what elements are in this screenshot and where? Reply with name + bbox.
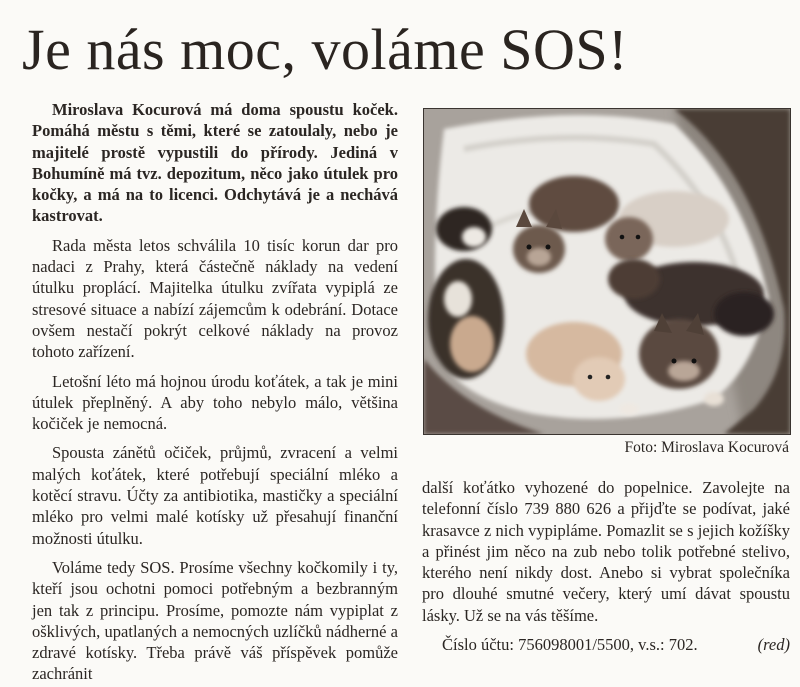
body-paragraph: Letošní léto má hojnou úrodu koťátek, a tak je mini útulek přeplněný. A aby toho nebylo málo, většina kočiček je nemocná. [32, 371, 398, 434]
body-paragraph: Spousta zánětů očiček, průjmů, zvracení a velmi malých koťátek, které potřebují speciální mléko a kotěcí stravu. Účty za antibiotika, mastičky a speciální mléko pro velmi malé kotísky už přesahují finanční možnosti útulku. [32, 443, 398, 548]
body-paragraph-continued: další koťátko vyhozené do popelnice. Zavolejte na telefonní číslo 739 880 626 a přijďte se podívat, jaké krasavce z nich vypipláme. Pomazlit se s jejich kožíšky a přinést jim něco na zub nebo tolik potřebné stelivo, kterého není nikdy dost. Anebo si vybrat společníka pro dlouhé smutné večery, který umí dávat spoustu lásky. Už se na vás těšíme. [422, 478, 790, 625]
account-line [422, 634, 790, 655]
photo-caption: Foto: Miroslava Kocurová [624, 439, 789, 456]
article-left-column [32, 99, 398, 685]
body-paragraph: Rada města letos schválila 10 tisíc korun dar pro nadaci z Prahy, která částečně náklady na vedení útulku proplácí. Majitelka útulku zvířata vypiplá ze stresové situace a nabízí zájemcům k odebrání. Dotace ovšem nestačí pokrýt celkové náklady na provoz tohoto zařízení. [32, 235, 398, 362]
body-paragraph: Voláme tedy SOS. Prosíme všechny kočkomily i ty, kteří jsou ochotni pomoci potřebným a bezbranným jen tak z principu. Prosíme, pomozte nám vypiplat z ošklivých, upatlaných a nemocných uzlíčků nádherné a zdravé kotísky. Třeba právě váš příspěvek pomůže zachránit [32, 557, 398, 684]
account-number: Číslo účtu: 756098001/5500, v.s.: 702. [442, 635, 698, 655]
headline: Je nás moc, voláme SOS! [22, 17, 628, 82]
article-right-column [422, 477, 790, 655]
author-signature: (red) [757, 635, 790, 655]
lead-paragraph: Miroslava Kocurová má doma spoustu koček. Pomáhá městu s těmi, které se zatoulaly, nebo je majitelé prostě vypustili do přírody. Jediná v Bohumíně má tvz. depozitum, něco jako útulek pro kočky, a má na to licenci. Odchytává je a nechává kastrovat. [32, 100, 398, 226]
kittens-photo [423, 108, 791, 435]
